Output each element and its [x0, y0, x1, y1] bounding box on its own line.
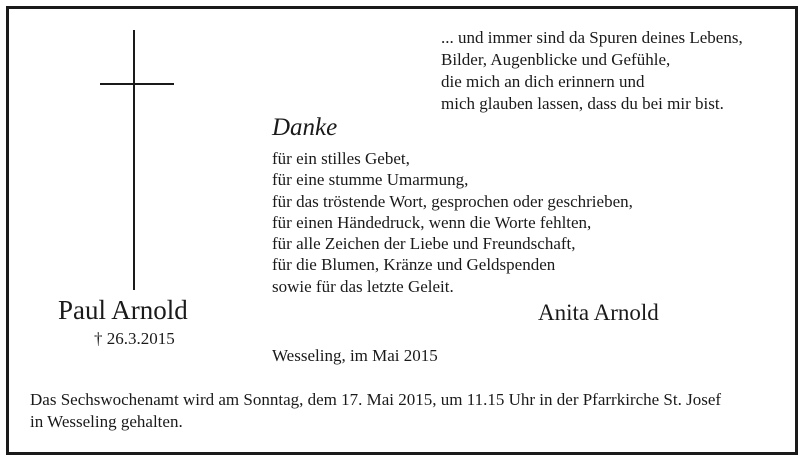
thanks-line: für das tröstende Wort, gesprochen oder geschrieben, — [272, 191, 633, 211]
memorial-quote — [441, 27, 743, 115]
deceased-name: Paul Arnold — [58, 295, 188, 325]
place-and-date: Wesseling, im Mai 2015 — [272, 346, 438, 365]
death-date: † 26.3.2015 — [94, 329, 175, 348]
quote-line: ... und immer sind da Spuren deines Lebens, — [441, 28, 743, 47]
service-notice-line: in Wesseling gehalten. — [30, 412, 183, 431]
service-notice-line: Das Sechswochenamt wird am Sonntag, dem 17. Mai 2015, um 11.15 Uhr in der Pfarrkirche St. Josef — [30, 390, 722, 409]
thanks-title: Danke — [272, 114, 338, 141]
thanks-line: sowie für das letzte Geleit. — [272, 276, 454, 296]
quote-line: die mich an dich erinnern und — [441, 72, 645, 91]
thanks-line: für alle Zeichen der Liebe und Freundschaft, — [272, 234, 576, 254]
thanks-list — [272, 148, 633, 297]
service-notice — [30, 389, 780, 433]
family-signature: Anita Arnold — [538, 300, 659, 325]
thanks-line: für eine stumme Umarmung, — [272, 170, 469, 190]
thanks-line: für einen Händedruck, wenn die Worte fehlten, — [272, 212, 592, 232]
quote-line: mich glauben lassen, dass du bei mir bist. — [441, 94, 724, 113]
thanks-line: für ein stilles Gebet, — [272, 149, 410, 168]
thanks-line: für die Blumen, Kränze und Geldspenden — [272, 255, 556, 275]
quote-line: Bilder, Augenblicke und Gefühle, — [441, 50, 671, 69]
cross-horizontal-bar — [100, 83, 174, 85]
cross-vertical-bar — [133, 30, 135, 290]
